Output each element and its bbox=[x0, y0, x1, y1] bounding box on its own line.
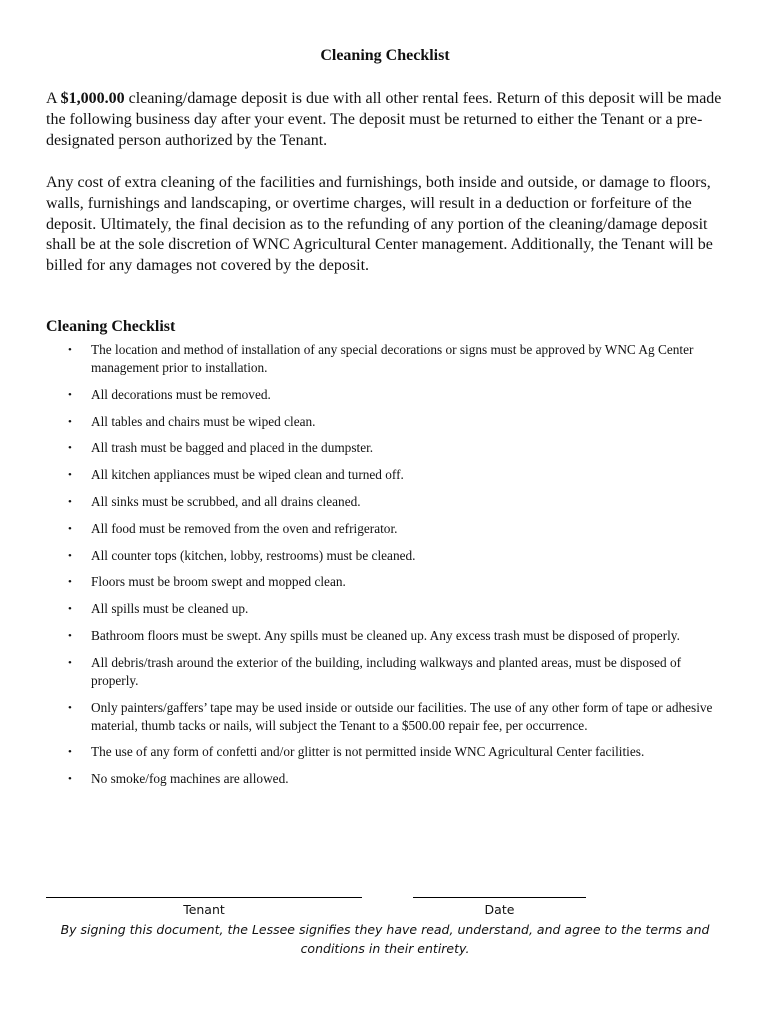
checklist-item-text: All spills must be cleaned up. bbox=[91, 601, 249, 617]
checklist bbox=[46, 341, 726, 797]
deposit-prefix: A bbox=[46, 90, 61, 107]
bullet-icon: • bbox=[68, 576, 72, 589]
checklist-item bbox=[46, 520, 726, 538]
checklist-item bbox=[46, 386, 726, 404]
document-title: Cleaning Checklist bbox=[320, 47, 450, 64]
bullet-icon: • bbox=[68, 701, 72, 714]
checklist-item-text: Floors must be broom swept and mopped clean. bbox=[91, 574, 346, 590]
bullet-icon: • bbox=[68, 469, 72, 482]
checklist-item-text: All food must be removed from the oven and refrigerator. bbox=[91, 520, 398, 536]
deposit-amount: $1,000.00 bbox=[60, 90, 125, 107]
bullet-icon: • bbox=[68, 415, 72, 428]
bullet-icon: • bbox=[68, 442, 72, 455]
checklist-heading: Cleaning Checklist bbox=[46, 318, 176, 335]
checklist-item bbox=[46, 547, 726, 565]
bullet-icon: • bbox=[68, 746, 72, 759]
checklist-item bbox=[46, 493, 726, 511]
bullet-icon: • bbox=[68, 495, 72, 508]
checklist-item-text: All decorations must be removed. bbox=[91, 386, 271, 402]
bullet-icon: • bbox=[68, 522, 72, 535]
checklist-item bbox=[46, 654, 726, 690]
checklist-item-text: Only painters/gaffers’ tape may be used inside or outside our facilities. The use of any other form of tape or adhesive material, thumb tacks or nails, will subject the Tenant to a $500.00 repair fee, per occurrence. bbox=[91, 699, 713, 733]
date-signature-line[interactable] bbox=[413, 897, 586, 898]
checklist-item-text: All kitchen appliances must be wiped clean and turned off. bbox=[91, 467, 404, 483]
checklist-item bbox=[46, 573, 726, 591]
checklist-item-text: All trash must be bagged and placed in the dumpster. bbox=[91, 440, 374, 456]
tenant-signature-line[interactable] bbox=[46, 897, 362, 898]
checklist-item-text: All sinks must be scrubbed, and all drains cleaned. bbox=[91, 493, 361, 509]
agreement-statement: By signing this document, the Lessee signifies they have read, understand, and agree to the terms and conditions in their entirety. bbox=[60, 922, 710, 956]
deposit-text: cleaning/damage deposit is due with all other rental fees. Return of this deposit will be made the following business day after your event. The deposit must be returned to either the Tenant or a pre-designated person authorized by the Tenant. bbox=[46, 90, 722, 149]
bullet-icon: • bbox=[68, 388, 72, 401]
checklist-item bbox=[46, 743, 726, 761]
deposit-paragraph bbox=[46, 89, 726, 151]
checklist-item bbox=[46, 413, 726, 431]
bullet-icon: • bbox=[68, 603, 72, 616]
bullet-icon: • bbox=[68, 773, 72, 786]
checklist-item-text: Bathroom floors must be swept. Any spills must be cleaned up. Any excess trash must be disposed of properly. bbox=[91, 627, 680, 643]
tenant-label: Tenant bbox=[183, 902, 225, 917]
bullet-icon: • bbox=[68, 656, 72, 669]
bullet-icon: • bbox=[68, 549, 72, 562]
checklist-item bbox=[46, 600, 726, 618]
checklist-item bbox=[46, 770, 726, 788]
checklist-item-text: No smoke/fog machines are allowed. bbox=[91, 771, 289, 787]
date-label: Date bbox=[484, 902, 515, 917]
checklist-item bbox=[46, 439, 726, 457]
bullet-icon: • bbox=[68, 344, 72, 356]
checklist-item bbox=[46, 466, 726, 484]
cost-paragraph: Any cost of extra cleaning of the facilities and furnishings, both inside and outside, or damage to floors, walls, furnishings and landscaping, or overtime charges, will result in a deduction or forfeiture of the deposit. Ultimately, the final decision as to the refunding of any portion of the cleaning/damage deposit shall be at the sole discretion of WNC Agricultural Center management. Additionally, the Tenant will be billed for any damages not covered by the deposit. bbox=[46, 174, 713, 275]
checklist-item bbox=[46, 341, 726, 377]
checklist-item-text: All tables and chairs must be wiped clean. bbox=[91, 413, 316, 429]
checklist-item-text: The location and method of installation of any special decorations or signs must be approved by WNC Ag Center management prior to installation. bbox=[91, 342, 694, 375]
checklist-item-text: The use of any form of confetti and/or glitter is not permitted inside WNC Agricultural Center facilities. bbox=[91, 744, 645, 760]
checklist-item-text: All counter tops (kitchen, lobby, restrooms) must be cleaned. bbox=[91, 547, 416, 563]
bullet-icon: • bbox=[68, 629, 72, 642]
checklist-item bbox=[46, 699, 726, 735]
checklist-item-text: All debris/trash around the exterior of the building, including walkways and planted areas, must be disposed of properly. bbox=[91, 654, 682, 688]
checklist-item bbox=[46, 627, 726, 645]
